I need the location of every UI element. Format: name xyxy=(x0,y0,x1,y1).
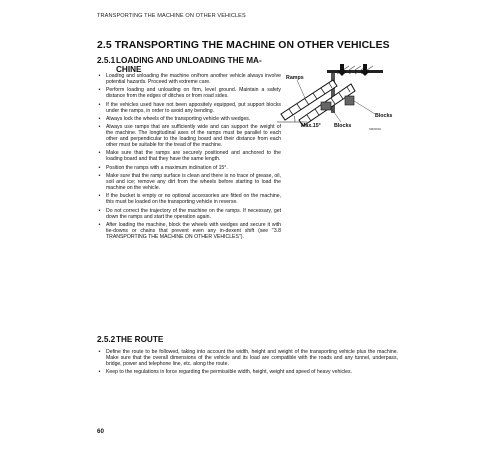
figure-label-ramps: Ramps xyxy=(286,75,304,81)
bullet-item: • Always lock the wheels of the transporting vehicle with wedges. xyxy=(98,116,281,122)
bullet-item: • If the bucket is empty or no optional accessories are fitted on the machine, this must be loaded on the transporting vehicle in reverse. xyxy=(98,193,281,205)
bullet-item: • Do not correct the trajectory of the machine on the ramps. If necessary, get down the ramps and start the operation again. xyxy=(98,208,281,220)
bullet-item: • Always use ramps that are sufficiently wide and can support the weight of the machine. The longitudinal axes of the ramps must be parallel to each other and perpendicular to the loading board and their distance from each other must be suitable for the tread of the machine. xyxy=(98,124,281,148)
route-bullet-list xyxy=(98,349,398,378)
figure-code: SM00004 xyxy=(369,127,381,131)
bullet-item: • Loading and unloading the machine on/from another vehicle always involve potential hazards. Proceed with extreme care. xyxy=(98,73,281,85)
figure-label-blocks: Blocks xyxy=(375,113,393,119)
figure-label-blocks: Blocks xyxy=(334,123,352,129)
page-number: 60 xyxy=(97,428,104,435)
section-title: 2.5 TRANSPORTING THE MACHINE ON OTHER VEHICLES xyxy=(97,40,390,51)
ramps-figure xyxy=(277,64,393,134)
support-block xyxy=(321,102,331,110)
bullet-item: • Make sure that the ramps are securely positioned and anchored to the loading board and that they have the same length. xyxy=(98,150,281,162)
figure-label-max-angle: Max.15° xyxy=(301,123,321,129)
bullet-item: • Keep to the regulations in force regarding the permissible width, height, weight and speed of heavy vehicles. xyxy=(98,369,398,375)
bullet-item: • If the vehicles used have not been appositely equipped, put support blocks under the ramps, in order to avoid any bending. xyxy=(98,102,281,114)
bullet-item: • Perform loading and unloading on firm, level ground. Maintain a safety distance from the edges of ditches or from road sides. xyxy=(98,87,281,99)
angle-arc xyxy=(294,116,295,122)
ramps-leader-line xyxy=(297,80,305,98)
subsection-number: 2.5.2 xyxy=(97,335,116,344)
subsection-title-line2: CHINE xyxy=(116,65,142,75)
bullet-item: • After loading the machine, block the wheels with wedges and secure it with tie-downs or chains that prevent even any in-dexent shift (see "3.8 TRANSPORTING THE MACHINE ON OTHER VEHICLES"). xyxy=(98,222,281,240)
truck-deck xyxy=(327,70,383,73)
subsection-number: 2.5.1 xyxy=(97,56,116,65)
loading-bullet-list xyxy=(98,73,281,242)
running-header: TRANSPORTING THE MACHINE ON OTHER VEHICLES xyxy=(97,13,246,19)
subsection-title-line1: LOADING AND UNLOADING THE MA- xyxy=(116,56,262,65)
blocks-leader-line xyxy=(354,101,375,114)
bullet-item: • Make sure that the ramp surface is clean and there is no trace of grease, oil, soil and ice; remove any dirt from the wheels before starting to load the machine on the vehicle. xyxy=(98,173,281,191)
subsection-title-loading xyxy=(97,56,277,75)
blocks-leader-line xyxy=(331,108,341,122)
support-block xyxy=(345,96,354,105)
bullet-item: • Position the ramps with a maximum inclination of 15°. xyxy=(98,165,281,171)
subsection-title-route xyxy=(97,335,163,344)
subsection-title-text: THE ROUTE xyxy=(116,335,164,344)
bullet-item: • Define the route to be followed, taking into account the width, height and weight of the transporting vehicle plus the machine. Make sure that the overall dimensions of the vehicle and its load are compatible with the roads and any tunnel, underpass, bridge, power and telephone line, etc. along the route. xyxy=(98,349,398,367)
